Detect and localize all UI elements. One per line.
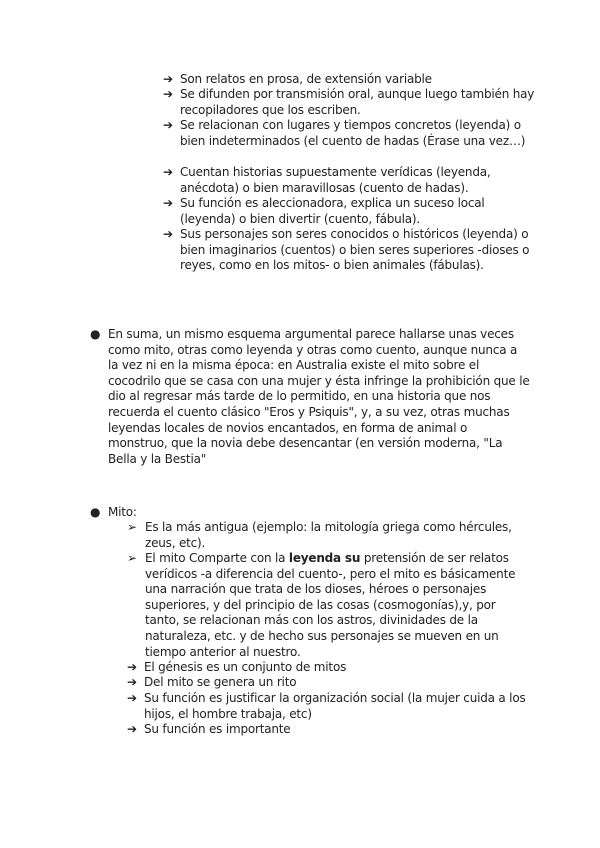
summary-text: En suma, un mismo esquema argumental parece hallarse unas veces como mito, otras como leyenda y otras como cuento, aunque nunca a la vez ni en la misma época: en Australia existe el mito sobre el cocodrilo que se casa con una mujer y ésta infringe la prohibición que le dio al regresar más tarde de lo permitido, en una historia que nos recuerda el cuento clásico "Eros y Psiquis", y, a su vez, otras muchas leyendas locales de novios encantados, en forma de animal o monstruo, que la novia debe desencantar (en versión moderna, "La Bella y la Bestia"	[108, 327, 530, 466]
arrow-icon: ➔	[127, 691, 138, 705]
list-item-text: Se relacionan con lugares y tiempos concretos (leyenda) o bien indeterminados (el cuento de hadas (Érase una vez…)	[180, 118, 526, 148]
list-item-text: Su función es aleccionadora, explica un suceso local (leyenda) o bien divertir (cuento, fábula).	[180, 196, 485, 226]
summary-item	[90, 327, 530, 467]
arrow-icon: ➔	[127, 675, 138, 689]
mito-arrow-item	[127, 660, 527, 676]
mito-arrow-text: Su función es justificar la organización social (la mujer cuida a los hijos, el hombre trabaja, etc)	[144, 691, 526, 721]
list-item	[163, 72, 535, 88]
arrow-icon: ➔	[163, 72, 174, 86]
mito-arrow-item	[127, 691, 527, 722]
mito-text-bold: leyenda su	[288, 551, 361, 565]
mito-text-part2: pretensión de ser relatos verídicos -a diferencia del cuento-, pero el mito es básicamente una narración que trata de los dioses, héroes o personajes superiores, y del principio de las cosas (cosmogonías),y, por tanto, se relacionan más con los astros, divinidades de la naturaleza, etc. y de hecho sus personajes se mueven en un tiempo anterior al nuestro.	[145, 551, 516, 659]
arrow-icon: ➔	[163, 87, 174, 101]
mito-arrow-text: El génesis es un conjunto de mitos	[144, 660, 347, 674]
mito-arrow-text: Su función es importante	[144, 722, 291, 736]
arrow-icon: ➔	[127, 660, 138, 674]
list-item	[163, 165, 535, 196]
mito-heading: Mito:	[108, 505, 137, 519]
mito-sub-item	[127, 520, 527, 551]
mito-sub-item	[127, 551, 527, 660]
list-item-text: Sus personajes son seres conocidos o históricos (leyenda) o bien imaginarios (cuentos) o bien seres superiores -dioses o reyes, como en los mitos- o bien animales (fábulas).	[180, 227, 530, 273]
list-item	[163, 87, 535, 118]
list-item-text: Se difunden por transmisión oral, aunque luego también hay recopiladores que los escriben.	[180, 87, 535, 117]
list-item	[163, 118, 535, 149]
arrow-icon: ➔	[163, 196, 174, 210]
triangle-bullet-icon: ➢	[127, 551, 138, 565]
mito-heading-item	[90, 505, 530, 521]
mito-arrow-item	[127, 675, 527, 691]
mito-arrow-text: Del mito se genera un rito	[144, 675, 297, 689]
mito-sub-item-text: Es la más antigua (ejemplo: la mitología griega como hércules, zeus, etc).	[145, 520, 512, 550]
list-item	[163, 196, 535, 227]
arrow-icon: ➔	[163, 227, 174, 241]
list-item	[163, 227, 535, 274]
mito-arrow-item	[127, 722, 527, 738]
list-item-text: Cuentan historias supuestamente verídicas (leyenda, anécdota) o bien maravillosas (cuento de hadas).	[180, 165, 491, 195]
mito-sub-item-text	[145, 551, 527, 660]
list-item-text: Son relatos en prosa, de extensión variable	[180, 72, 432, 86]
arrow-icon: ➔	[163, 118, 174, 132]
arrow-icon: ➔	[127, 722, 138, 736]
bullet-icon: ●	[90, 505, 101, 519]
bullet-icon: ●	[90, 327, 101, 341]
mito-text-part1: El mito Comparte con la	[145, 551, 289, 565]
triangle-bullet-icon: ➢	[127, 520, 138, 534]
arrow-icon: ➔	[163, 165, 174, 179]
